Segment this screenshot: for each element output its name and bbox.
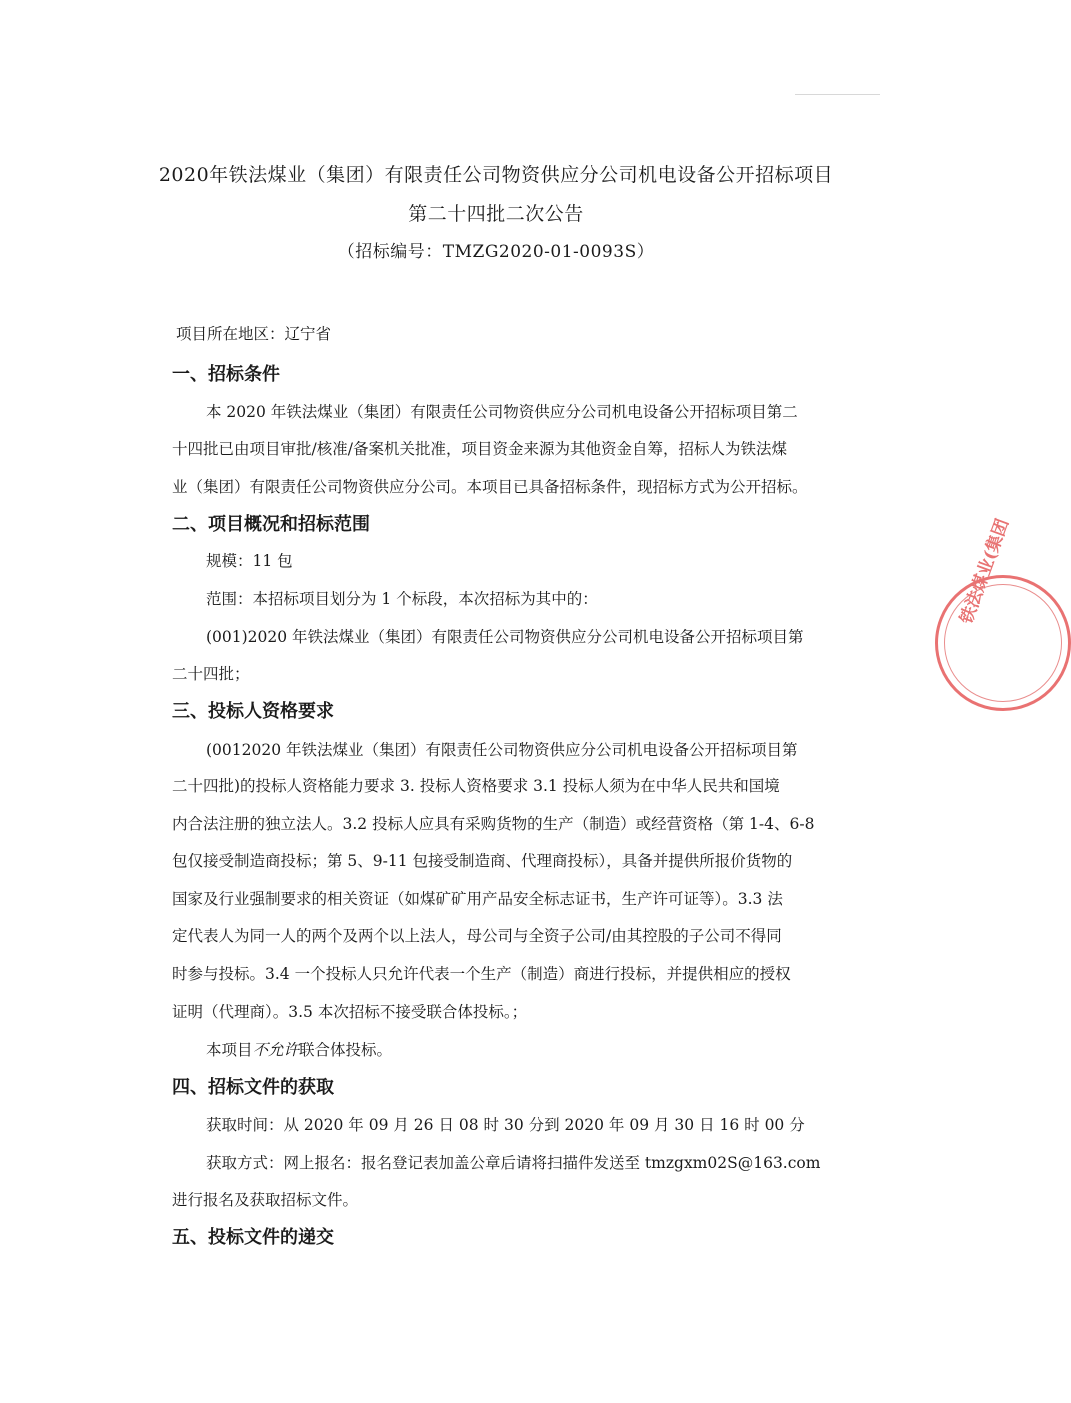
section1-line: 本 2020 年铁法煤业（集团）有限责任公司物资供应分公司机电设备公开招标项目第二 [206,403,798,421]
scope-line: 范围：本招标项目划分为 1 个标段，本次招标为其中的： [206,590,598,608]
section3-line: 定代表人为同一人的两个及两个以上法人，母公司与全资子公司/由其控股的子公司不得同 [172,927,782,945]
tender-number: （招标编号：TMZG2020-01-0093S） [337,242,655,262]
section3-line: 包仅接受制造商投标；第 5、9-11 包接受制造商、代理商投标），具备并提供所报价货物的 [172,852,793,870]
section-heading-2: 二、项目概况和招标范围 [172,514,370,535]
section-heading-1: 一、招标条件 [172,364,280,385]
section3-line: 证明（代理商）。3.5 本次招标不接受联合体投标。； [172,1003,528,1021]
scan-mark [795,94,880,95]
section3-line: 时参与投标。3.4 一个投标人只允许代表一个生产（制造）商进行投标，并提供相应的授权 [172,965,791,983]
consortium-prefix: 本项目 [206,1041,253,1059]
project-region: 项目所在地区：辽宁省 [176,325,332,343]
section-heading-4: 四、招标文件的获取 [172,1077,334,1098]
scale-line: 规模：11 包 [206,552,293,570]
section-heading-3: 三、投标人资格要求 [172,701,334,722]
section-heading-5: 五、投标文件的递交 [172,1227,334,1248]
document-title-line1: 2020年铁法煤业（集团）有限责任公司物资供应分公司机电设备公开招标项目 [158,164,834,186]
seal-text: 铁法煤业(集团 [956,516,1014,627]
company-seal-stamp [935,516,1071,711]
acquire-method: 获取方式：网上报名：报名登记表加盖公章后请将扫描件发送至 tmzgxm02S@163.com [206,1154,821,1172]
document-title-line2: 第二十四批二次公告 [408,203,584,225]
consortium-suffix: 联合体投标。 [299,1041,393,1059]
acquire-time: 获取时间：从 2020 年 09 月 26 日 08 时 30 分到 2020 年 09 月 30 日 16 时 00 分 [206,1116,805,1134]
section3-line: (0012020 年铁法煤业（集团）有限责任公司物资供应分公司机电设备公开招标项目第 [206,741,798,759]
section3-line: 二十四批)的投标人资格能力要求 3. 投标人资格要求 3.1 投标人须为在中华人民共和国境 [172,777,780,795]
acquire-method-cont: 进行报名及获取招标文件。 [172,1191,359,1209]
consortium-italic: 不允许 [252,1041,300,1059]
section3-line: 内合法注册的独立法人。3.2 投标人应具有采购货物的生产（制造）或经营资格（第 1-4、6-8 [172,815,815,833]
section1-line: 业（集团）有限责任公司物资供应分公司。本项目已具备招标条件，现招标方式为公开招标。 [172,478,808,496]
consortium-line [206,1038,392,1060]
section3-line: 国家及行业强制要求的相关资证（如煤矿矿用产品安全标志证书，生产许可证等）。3.3 法 [172,890,783,908]
lot-line: (001)2020 年铁法煤业（集团）有限责任公司物资供应分公司机电设备公开招标项目第 [206,628,804,646]
section1-line: 十四批已由项目审批/核准/备案机关批准，项目资金来源为其他资金自筹，招标人为铁法煤 [172,440,787,458]
lot-line: 二十四批； [172,665,250,683]
